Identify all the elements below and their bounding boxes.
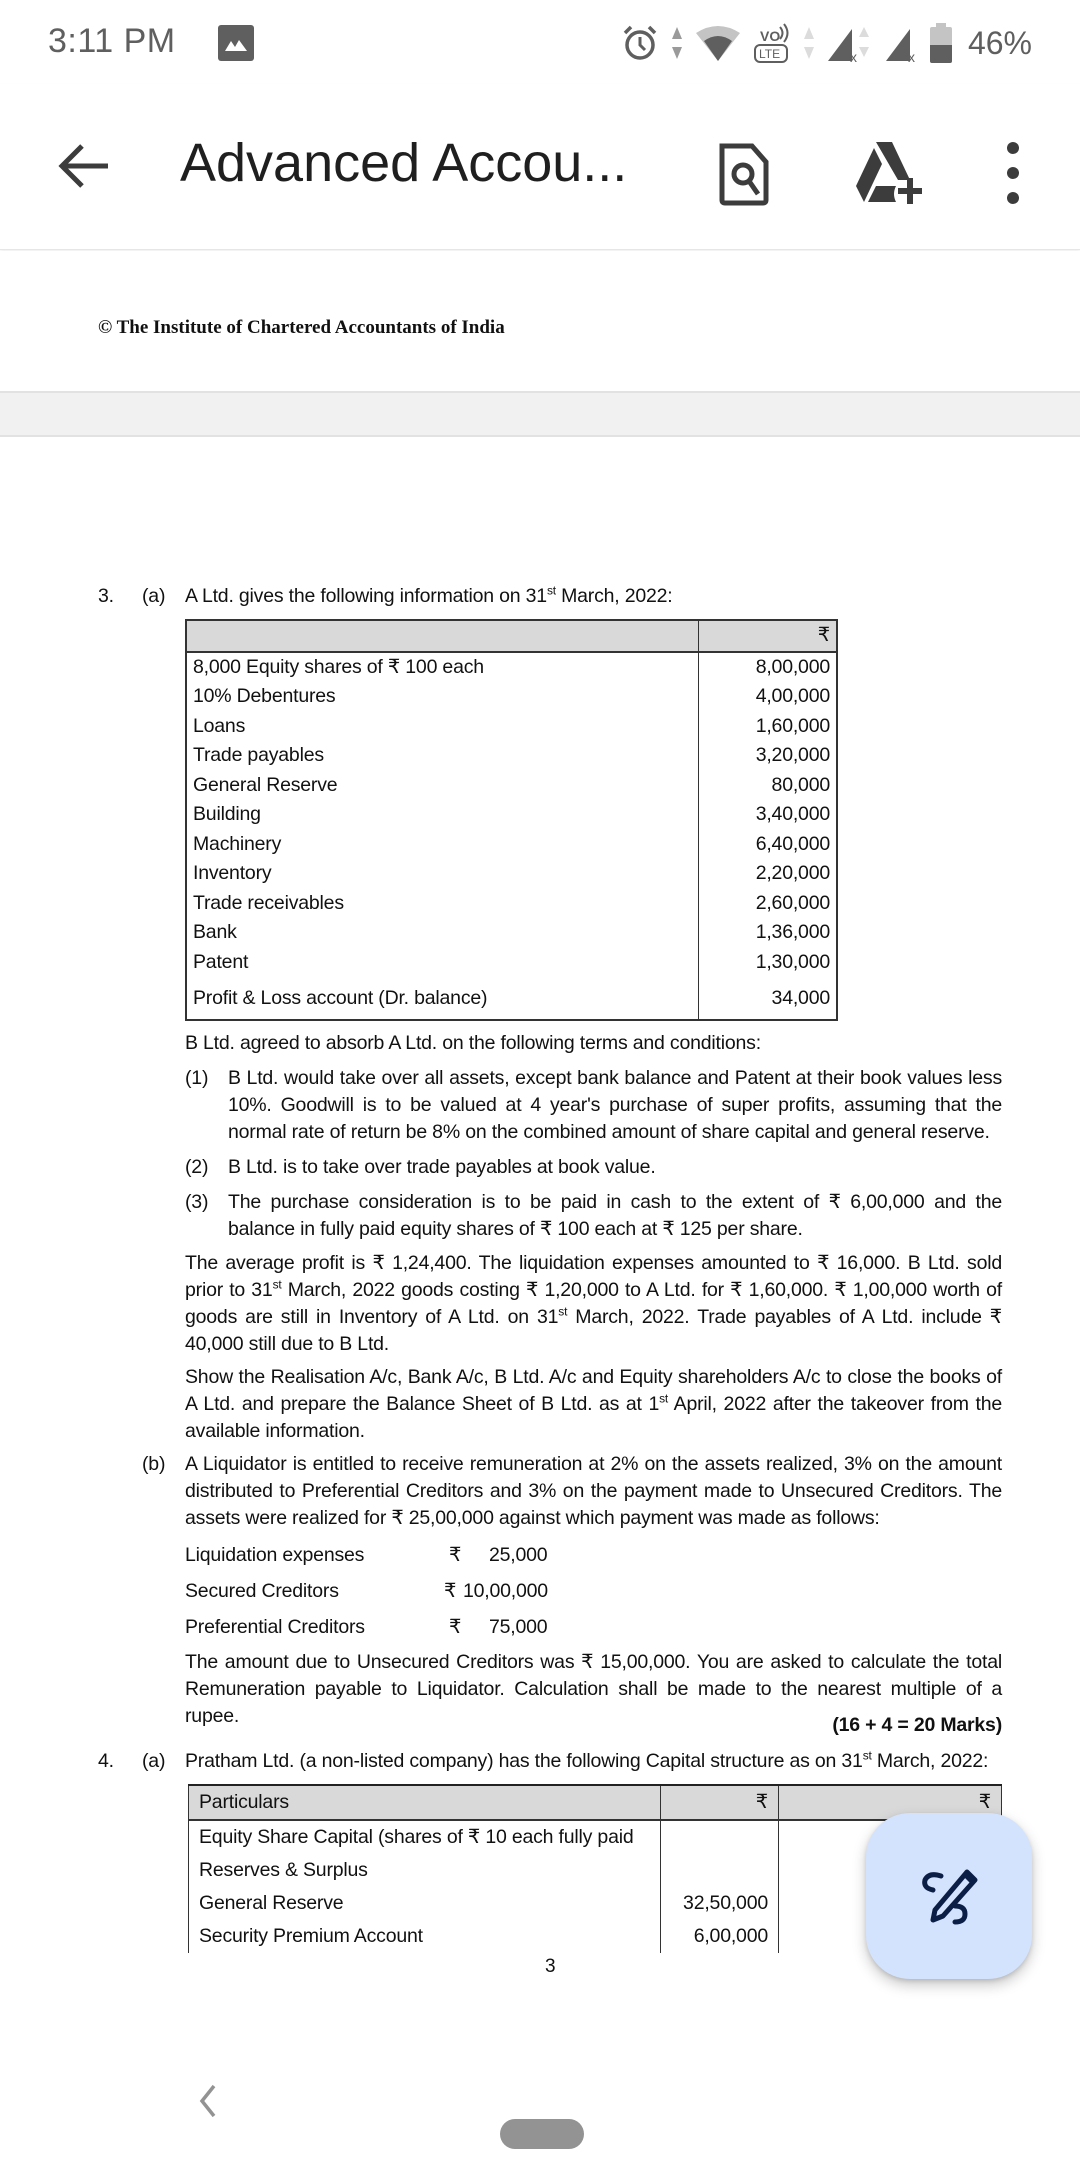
question-intro: Pratham Ltd. (a non-listed company) has the following Capital structure as on 31st March, 2022:: [185, 1748, 989, 1772]
question-number: 3.: [98, 585, 114, 607]
currency-header: ₹: [698, 620, 837, 652]
system-nav-bar: [0, 2040, 1080, 2160]
table-row: Bank 1,36,000: [186, 918, 837, 948]
table-header-row: [186, 620, 837, 652]
liquidator-question-text: A Liquidator is entitled to receive remuneration at 2% on the assets realized, 3% on the amount distributed to Preferential Creditors and 3% on the payment made to Unsecured Creditors. The assets were realized for ₹ 25,00,000 against which payment was made as follows:: [185, 1453, 1002, 1529]
payment-currency: ₹: [449, 1544, 462, 1566]
page-footer-copyright: © The Institute of Chartered Accountants of India: [98, 317, 505, 338]
payment-label: Secured Creditors: [185, 1580, 339, 1602]
svg-text:x: x: [849, 49, 857, 63]
arrow-back-icon[interactable]: [52, 134, 116, 198]
data-arrows-icon-2: [802, 23, 816, 63]
question-part-label: (a): [142, 585, 166, 607]
status-time: 3:11 PM: [48, 22, 176, 60]
table-row: Inventory 2,20,000: [186, 859, 837, 889]
svg-text:x: x: [907, 49, 915, 63]
pdf-page-3: [0, 439, 1080, 1999]
term-number: (1): [185, 1067, 209, 1089]
table-row: General Reserve 80,000: [186, 771, 837, 801]
term-text: B Ltd. would take over all assets, except bank balance and Patent at their book values less 10%. Goodwill is to be valued at 4 year's purchase of super profits, assuming that the normal rate of return be 8% on the combined amount of share capital and general reserve.: [228, 1067, 1002, 1143]
home-pill[interactable]: [500, 2119, 584, 2149]
payment-amount: 25,000: [489, 1544, 548, 1566]
term-text: B Ltd. is to take over trade payables at book value.: [228, 1156, 656, 1178]
alarm-icon: [620, 23, 660, 63]
table-row: General Reserve 32,50,000: [189, 1887, 1002, 1920]
app-bar: [0, 84, 1080, 250]
table-row: Profit & Loss account (Dr. balance) 34,000: [186, 977, 837, 1020]
term-number: (3): [185, 1191, 209, 1213]
battery-percent: 46%: [967, 24, 1032, 61]
table-row: Security Premium Account 6,00,000: [189, 1920, 1002, 1953]
question-intro: A Ltd. gives the following information on 31st March, 2022:: [185, 583, 673, 607]
status-bar: [0, 0, 1080, 84]
payment-label: Liquidation expenses: [185, 1544, 365, 1566]
question-part-label: (a): [142, 1750, 166, 1772]
marks-label: (16 + 4 = 20 Marks): [832, 1714, 1002, 1736]
table-row: Loans 1,60,000: [186, 712, 837, 742]
table-row: Building 3,40,000: [186, 800, 837, 830]
table-row: Trade payables 3,20,000: [186, 741, 837, 771]
svg-text:LTE: LTE: [758, 47, 781, 61]
signal-sim2-icon: [884, 23, 920, 63]
gallery-notification-icon: [218, 25, 254, 61]
page-number: 3: [545, 1956, 556, 1977]
draw-annotate-icon: [919, 1866, 979, 1926]
svg-text:VO: VO: [759, 28, 781, 44]
annotate-fab-button[interactable]: [866, 1813, 1032, 1979]
payment-currency: ₹: [444, 1580, 457, 1602]
question-number: 4.: [98, 1750, 114, 1772]
wifi-icon: [694, 23, 742, 63]
table-row: Machinery 6,40,000: [186, 830, 837, 860]
table-row: 8,000 Equity shares of ₹ 100 each 8,00,000: [186, 652, 837, 683]
page-separator: [0, 391, 1080, 437]
battery-icon: [930, 23, 952, 63]
nav-back-icon[interactable]: [196, 2084, 220, 2118]
terms-intro: B Ltd. agreed to absorb A Ltd. on the following terms and conditions:: [185, 1032, 761, 1054]
table-row: Patent 1,30,000: [186, 948, 837, 978]
table-row: Trade receivables 2,60,000: [186, 889, 837, 919]
more-vert-icon[interactable]: [998, 138, 1028, 208]
pdf-page-previous: [0, 251, 1080, 391]
table-row: 10% Debentures 4,00,000: [186, 682, 837, 712]
term-number: (2): [185, 1156, 209, 1178]
volte-icon: [752, 21, 792, 65]
payment-currency: ₹: [449, 1616, 462, 1638]
payment-amount: 10,00,000: [463, 1580, 548, 1602]
document-title: Advanced Accou...: [180, 133, 628, 193]
data-arrows-icon: [670, 23, 684, 63]
payment-label: Preferential Creditors: [185, 1616, 365, 1638]
find-in-page-icon[interactable]: [718, 142, 770, 206]
additional-info-paragraph: The average profit is ₹ 1,24,400. The liquidation expenses amounted to ₹ 16,000. B Ltd. sold prior to 31st March, 2022 goods costing ₹ 1,20,000 to A Ltd. for ₹ 1,60,000. ₹ 1,00,000 worth of goods are still in Inventory of A Ltd. on 31st March, 2022. Trade payables of A Ltd. include ₹ 40,000 still due to B Ltd.: [185, 1252, 1002, 1355]
table-row: Reserves & Surplus: [189, 1854, 1002, 1887]
payment-amount: 75,000: [489, 1616, 548, 1638]
question-part-label: (b): [142, 1453, 166, 1475]
status-icons: [620, 18, 1032, 68]
term-text: The purchase consideration is to be paid in cash to the extent of ₹ 6,00,000 and the balance in fully paid equity shares of ₹ 100 each at ₹ 125 per share.: [228, 1191, 1002, 1240]
liquidator-closing-text: The amount due to Unsecured Creditors was ₹ 15,00,000. You are asked to calculate the total Remuneration payable to Liquidator. Calculation shall be made to the nearest multiple of a rupee.: [185, 1651, 1002, 1727]
instruction-paragraph: Show the Realisation A/c, Bank A/c, B Ltd. A/c and Equity shareholders A/c to close the books of A Ltd. and prepare the Balance Sheet of B Ltd. as at 1st April, 2022 after the takeover from the available information.: [185, 1366, 1002, 1442]
add-to-drive-icon[interactable]: [852, 142, 924, 204]
signal-sim1-icon: [826, 23, 874, 63]
a-ltd-balances-table: [185, 619, 838, 1021]
table-header-row: Particulars ₹ ₹: [189, 1785, 1002, 1820]
table-row: Equity Share Capital (shares of ₹ 10 each fully paid: [189, 1820, 1002, 1854]
